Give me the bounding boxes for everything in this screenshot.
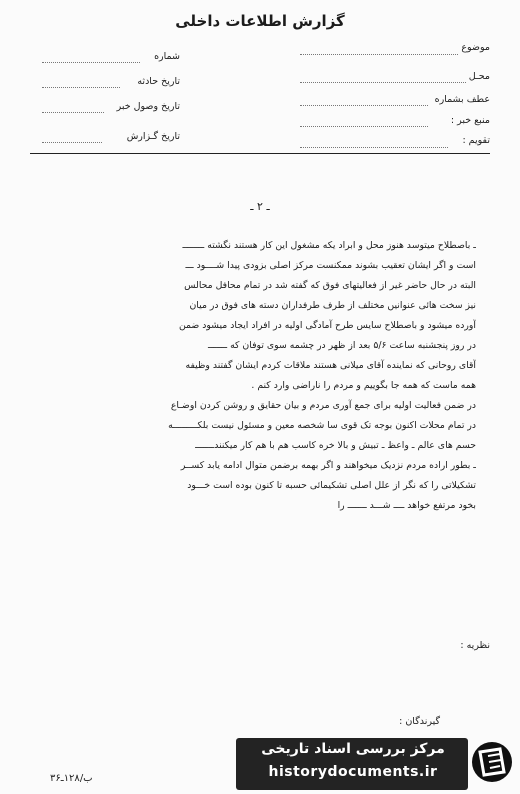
ref-number-label: عطف بشماره <box>434 94 490 105</box>
number-line <box>42 62 140 63</box>
calendar-label: تقویم : <box>462 135 490 146</box>
body-line: ـ باصطلاح میتوسد هنوز محل و ابراد یکه مشغول این کار هستند نگشته ــــــــ <box>182 240 476 251</box>
body-line: ـ بطور اراده مردم نزدیک میخواهند و اگر بهمه برضمن متوال ادامه یابد کســر <box>180 460 476 471</box>
body-line: در ضمن فعالیت اولیه برای جمع آوری مردم و بیان حقایق و روشن کردن اوضـاع <box>170 400 476 411</box>
receive-date-line <box>42 112 104 113</box>
subject-label: موضوع <box>461 42 490 53</box>
place-line <box>300 82 466 83</box>
number-label: شماره <box>154 51 180 62</box>
body-line: نیز سخت هائی عنوانیں مختلف از طرف طرفداران دسته های فوق در میان <box>189 300 476 311</box>
body-line: همه ماست که همه جا بگوییم و مردم را ناراضی وارد کنم . <box>251 380 476 391</box>
source-label: منبع خبر : <box>450 115 490 126</box>
recipients-label: گیرندگان : <box>399 716 440 727</box>
header-divider <box>30 153 490 154</box>
archive-logo-icon <box>470 740 514 784</box>
document-title: گزارش اطلاعات داخلی <box>175 12 345 30</box>
report-body <box>40 236 476 516</box>
body-line: آقای روحانی که نماینده آقای میلانی هستند ملاقات کردم ایشان گفتند وظیفه <box>185 360 476 371</box>
body-line: البته در حال حاضر غیر از فعالیتهای فوق که گفته شد در تمام محافل محالس <box>184 280 476 291</box>
event-date-line <box>42 87 120 88</box>
body-line: بخود مرتفع خواهد ــــ شـــد ـــــــ را <box>337 500 476 511</box>
opinion-label: نظریه : <box>460 640 490 651</box>
ref-number-line <box>300 105 428 106</box>
source-line <box>300 126 428 127</box>
place-label: محـل <box>468 71 490 82</box>
calendar-line <box>300 147 448 148</box>
page-marker: ـ ۲ ـ <box>250 200 270 213</box>
body-line: تشکیلاتی را که نگر از علل اصلی تشکیمائی حسبه تا کنون بوده است خـــود <box>187 480 476 491</box>
report-date-label: تاریخ گـزارش <box>126 131 180 142</box>
report-date-line <box>42 142 102 143</box>
form-code: ب/۱۲۸ـ۳۶ <box>50 773 93 784</box>
watermark-title: مرکز بررسی اسناد تاریخی <box>261 741 445 757</box>
body-line: در روز پنجشنبه ساعت ۵/۶ بعد از ظهر در چشمه سوی توفان که ـــــــ <box>208 340 476 351</box>
event-date-label: تاریخ حادثه <box>137 76 180 87</box>
body-line: آورده میشود و باصطلاح سایس طرح آمادگی اولیه در افراد ایجاد میشود ضمن <box>178 320 476 331</box>
body-line: حسم های عالم ـ واعظ ـ تبیش و بالا خره کاسب هم با هم کار میکنندـــــــ <box>195 440 476 451</box>
watermark-url: historydocuments.ir <box>268 764 438 780</box>
body-line: در تمام محلات اکنون بوجه تک قوی سا شخصه معین و مسئول نیست بلکـــــــــه <box>168 420 476 431</box>
body-line: است و اگر ایشان تعقیب بشوند ممکنست مرکز اصلی بزودی پیدا شــــود ـــ <box>185 260 476 271</box>
receive-date-label: تاریخ وصول خبر <box>116 101 180 112</box>
subject-line <box>300 54 458 55</box>
